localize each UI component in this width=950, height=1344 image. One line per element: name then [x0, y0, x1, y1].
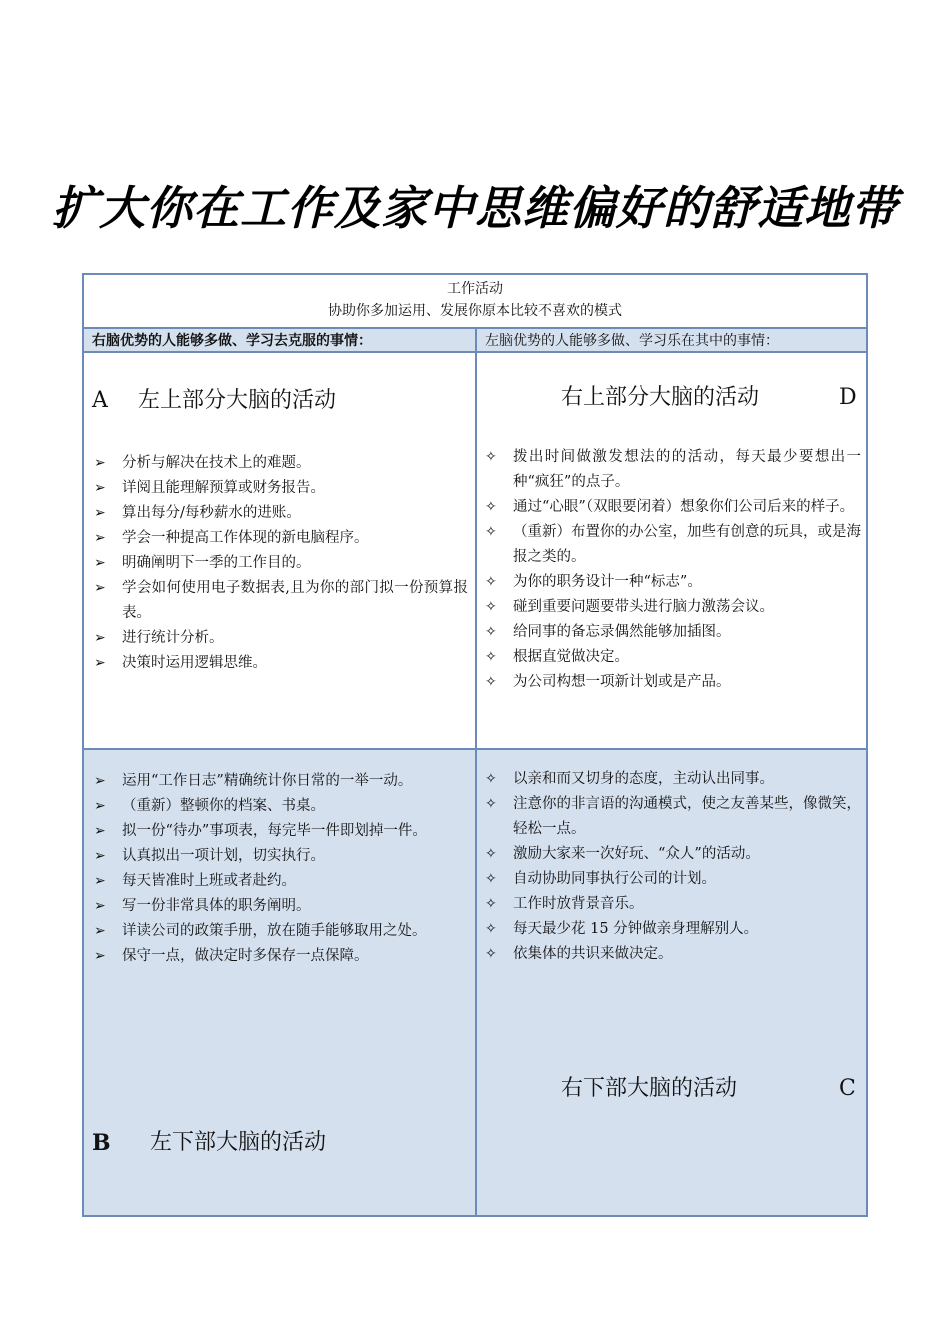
- list-item-text: 进行统计分析。: [122, 630, 224, 646]
- header-line-2: 协助你多加运用、发展你原本比较不喜欢的模式: [328, 303, 622, 319]
- bullet-icon: ✧: [485, 524, 497, 540]
- list-item: [88, 869, 468, 894]
- quadrant-letter: A: [92, 388, 108, 413]
- quadrant-top-left: [84, 353, 475, 748]
- item-list: [88, 451, 468, 676]
- bullet-icon: ✧: [485, 649, 497, 665]
- bullet-icon: ➢: [94, 923, 106, 939]
- list-item-text: 详阅且能理解预算或财务报告。: [122, 480, 325, 496]
- quadrant-heading: 右下部大脑的活动: [561, 1076, 738, 1101]
- bullet-icon: ✧: [485, 574, 497, 590]
- list-item-text: 注意你的非言语的沟通模式，使之友善某些，像微笑，轻松一点。: [513, 796, 861, 837]
- quadrant-letter: C: [839, 1076, 856, 1101]
- list-item: [479, 842, 861, 867]
- item-list: [479, 767, 861, 967]
- item-list: [88, 769, 468, 969]
- list-item: [88, 844, 468, 869]
- list-item: [479, 645, 861, 670]
- quadrant-letter: B: [92, 1130, 111, 1156]
- bullet-icon: ✧: [485, 896, 497, 912]
- list-item: [479, 620, 861, 645]
- quadrant-letter: D: [839, 385, 857, 410]
- bullet-icon: ➢: [94, 530, 106, 546]
- list-item-text: 详读公司的政策手册，放在随手能够取用之处。: [122, 923, 427, 939]
- list-item-text: 明确阐明下一季的工作目的。: [122, 555, 311, 571]
- list-item: [479, 917, 861, 942]
- list-item: [88, 651, 468, 676]
- list-item: [88, 476, 468, 501]
- list-item-text: 学会如何使用电子数据表,且为你的部门拟一份预算报表。: [122, 580, 468, 621]
- bullet-icon: ➢: [94, 655, 106, 671]
- list-item: [479, 495, 861, 520]
- list-item-text: 运用“工作日志”精确统计你日常的一举一动。: [122, 773, 413, 789]
- bullet-icon: ✧: [485, 771, 497, 787]
- bullet-icon: ➢: [94, 455, 106, 471]
- subheader-left: 右脑优势的人能够多做、学习去克服的事情：: [84, 329, 476, 353]
- list-item-text: 写一份非常具体的职务阐明。: [122, 898, 311, 914]
- header-line-1: 工作活动: [447, 281, 503, 297]
- list-item-text: 根据直觉做决定。: [513, 649, 629, 665]
- list-item-text: 工作时放背景音乐。: [513, 896, 644, 912]
- bullet-icon: ➢: [94, 630, 106, 646]
- list-item-text: 激励大家来一次好玩、“众人”的活动。: [513, 846, 760, 862]
- list-item: [88, 894, 468, 919]
- bullet-icon: ➢: [94, 798, 106, 814]
- list-item-text: 每天最少花 15 分钟做亲身理解别人。: [513, 921, 759, 937]
- list-item: [88, 576, 468, 626]
- list-item-text: 为你的职务设计一种“标志”。: [513, 574, 702, 590]
- quadrant-top-right: [477, 353, 866, 748]
- bullet-icon: ✧: [485, 624, 497, 640]
- list-item: [88, 919, 468, 944]
- bullet-icon: ➢: [94, 555, 106, 571]
- list-item-text: 拟一份“待办”事项表，每完毕一件即划掉一件。: [122, 823, 427, 839]
- list-item-text: 碰到重要问题要带头进行脑力激荡会议。: [513, 599, 774, 615]
- list-item-text: （重新）整顿你的档案、书桌。: [122, 798, 325, 814]
- bullet-icon: ✧: [485, 796, 497, 812]
- quadrant-bottom-right: [477, 750, 866, 1215]
- list-item-text: 为公司构想一项新计划或是产品。: [513, 674, 731, 690]
- bullet-icon: ✧: [485, 674, 497, 690]
- bullet-icon: ➢: [94, 898, 106, 914]
- list-item: [88, 794, 468, 819]
- list-item: [479, 792, 861, 842]
- bullet-icon: ✧: [485, 871, 497, 887]
- bullet-icon: ➢: [94, 848, 106, 864]
- row-divider: [84, 748, 866, 750]
- list-item-text: （重新）布置你的办公室，加些有创意的玩具，或是海报之类的。: [513, 524, 861, 565]
- bullet-icon: ➢: [94, 873, 106, 889]
- bullet-icon: ➢: [94, 948, 106, 964]
- list-item: [479, 595, 861, 620]
- list-item: [479, 445, 861, 495]
- list-item: [479, 570, 861, 595]
- bullet-icon: ✧: [485, 921, 497, 937]
- list-item-text: 以亲和而又切身的态度，主动认出同事。: [513, 771, 774, 787]
- list-item: [88, 769, 468, 794]
- list-item: [88, 944, 468, 969]
- bullet-icon: ➢: [94, 823, 106, 839]
- list-item-text: 学会一种提高工作体现的新电脑程序。: [122, 530, 369, 546]
- list-item: [479, 520, 861, 570]
- quadrant-heading: 右上部分大脑的活动: [561, 385, 760, 410]
- list-item: [479, 942, 861, 967]
- list-item-text: 分析与解决在技术上的难题。: [122, 455, 311, 471]
- list-item: [88, 526, 468, 551]
- table-header: [84, 275, 866, 329]
- list-item: [88, 819, 468, 844]
- page-title: 扩大你在工作及家中思维偏好的舒适地带: [52, 181, 898, 235]
- bullet-icon: ✧: [485, 449, 497, 465]
- list-item-text: 拨出时间做激发想法的的活动，每天最少要想出一种“疯狂”的点子。: [513, 449, 861, 490]
- list-item-text: 依集体的共识来做决定。: [513, 946, 673, 962]
- bullet-icon: ➢: [94, 773, 106, 789]
- bullet-icon: ➢: [94, 480, 106, 496]
- list-item: [88, 501, 468, 526]
- list-item: [479, 892, 861, 917]
- list-item-text: 自动协助同事执行公司的计划。: [513, 871, 716, 887]
- list-item-text: 每天皆准时上班或者赴约。: [122, 873, 296, 889]
- list-item: [479, 767, 861, 792]
- quadrant-heading: 左上部分大脑的活动: [138, 388, 337, 413]
- bullet-icon: ➢: [94, 580, 106, 596]
- list-item-text: 认真拟出一项计划，切实执行。: [122, 848, 325, 864]
- list-item-text: 决策时运用逻辑思维。: [122, 655, 267, 671]
- activity-table: [82, 273, 868, 1217]
- list-item-text: 保守一点，做决定时多保存一点保障。: [122, 948, 369, 964]
- bullet-icon: ✧: [485, 599, 497, 615]
- list-item: [88, 451, 468, 476]
- subheader-right: 左脑优势的人能够多做、学习乐在其中的事情：: [477, 329, 866, 353]
- list-item-text: 算出每分/每秒薪水的进账。: [122, 505, 301, 521]
- list-item: [88, 626, 468, 651]
- list-item: [479, 867, 861, 892]
- quadrant-heading: 左下部大脑的活动: [150, 1130, 327, 1155]
- bullet-icon: ➢: [94, 505, 106, 521]
- list-item: [479, 670, 861, 695]
- column-divider: [475, 327, 477, 1215]
- bullet-icon: ✧: [485, 946, 497, 962]
- bullet-icon: ✧: [485, 499, 497, 515]
- list-item: [88, 551, 468, 576]
- bullet-icon: ✧: [485, 846, 497, 862]
- item-list: [479, 445, 861, 695]
- quadrant-bottom-left: [84, 750, 475, 1215]
- list-item-text: 给同事的备忘录偶然能够加插图。: [513, 624, 731, 640]
- list-item-text: 通过“心眼”（双眼要闭着）想象你们公司后来的样子。: [513, 499, 855, 515]
